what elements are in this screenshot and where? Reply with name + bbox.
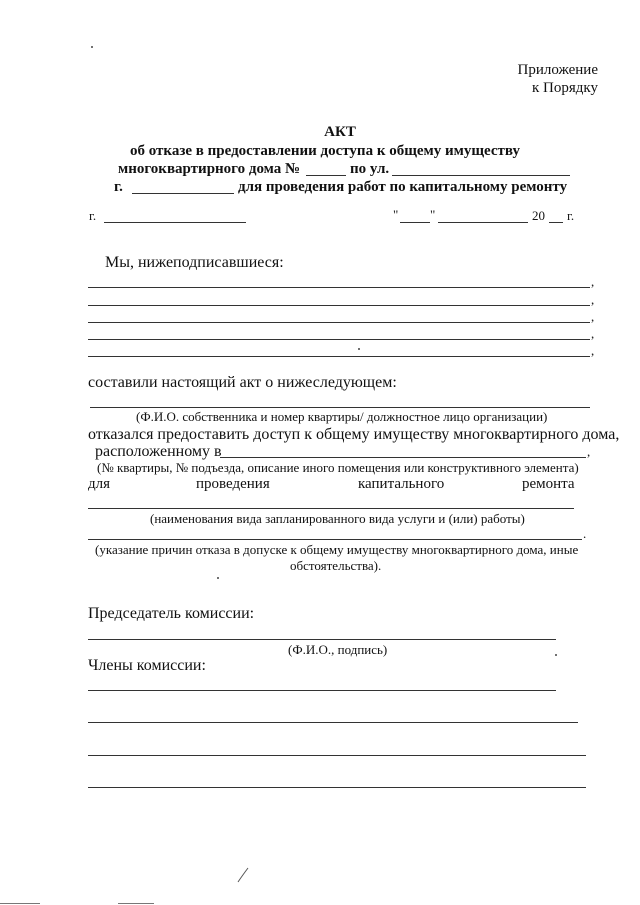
reason-hint-line-2: обстоятельства). [290,558,382,573]
refusal-text: отказался предоставить доступ к общему имуществу многоквартирного дома, [88,426,620,443]
chairman-label: Председатель комиссии: [88,605,255,622]
signatory-line-1[interactable] [88,287,590,288]
street-field[interactable] [392,175,570,176]
city-label: г. [89,208,97,223]
scan-edge [0,903,40,904]
members-label: Члены комиссии: [88,657,206,674]
signatory-comma-5: , [591,343,595,358]
signatories-heading: Мы, нижеподписавшиеся: [105,254,284,271]
chairman-signature-field[interactable] [88,639,556,640]
scan-speck [555,654,557,656]
signatory-line-2[interactable] [88,305,590,306]
signatory-comma-3: , [591,309,595,324]
fio-signature-hint: (Ф.И.О., подпись) [288,642,388,657]
city-field[interactable] [104,222,246,223]
date-year-field[interactable] [549,222,563,223]
appendix-reference: к Порядку [532,80,598,96]
owner-field[interactable] [90,407,590,408]
signatory-comma-2: , [591,292,595,307]
scan-edge [118,903,154,904]
reason-field[interactable] [88,539,582,540]
member-signature-field-1[interactable] [88,690,556,691]
date-year-prefix: 20 [532,208,545,223]
location-label: расположенному в [95,443,222,460]
scan-mark [236,866,250,884]
member-signature-field-2[interactable] [88,722,578,723]
act-intro: составили настоящий акт о нижеследующем: [88,374,397,391]
signatory-comma-4: , [591,326,595,341]
title-city-label: г. [114,179,123,195]
signatory-line-4[interactable] [88,339,590,340]
signatory-comma-1: , [591,274,595,289]
location-hint: (№ квартиры, № подъезда, описание иного помещения или конструктивного элемента) [97,460,579,475]
title-line-1: об отказе в предоставлении доступа к общему имуществу [130,143,520,159]
purpose-word-1: для [88,476,111,492]
date-quote-close: " [430,207,436,222]
reason-hint-line-1: (указание причин отказа в допуске к общему имуществу многоквартирного дома, иные [95,542,579,557]
document-title: АКТ [324,124,356,140]
title-city-field[interactable] [132,193,234,194]
title-house-number-label: многоквартирного дома № [118,161,301,177]
location-field[interactable] [220,457,586,458]
title-street-label: по ул. [350,161,390,177]
date-day-field[interactable] [400,222,430,223]
location-comma: , [587,444,591,459]
scan-speck [358,348,360,350]
purpose-word-2: проведения [196,476,270,492]
signatory-line-5[interactable] [88,356,590,357]
member-signature-field-3[interactable] [88,755,586,756]
date-quote-open: " [393,207,399,222]
purpose-word-3: капитального [358,476,445,492]
service-field[interactable] [88,508,574,509]
house-number-field[interactable] [306,175,346,176]
title-line-3: для проведения работ по капитальному ремонту [238,179,568,195]
scan-speck [217,577,219,579]
owner-hint: (Ф.И.О. собственника и номер квартиры/ должностное лицо организации) [136,409,548,424]
service-hint: (наименования вида запланированного вида услуги и (или) работы) [150,511,525,526]
date-year-suffix: г. [567,208,575,223]
purpose-word-4: ремонта [522,476,575,492]
date-month-field[interactable] [438,222,528,223]
appendix-label: Приложение [517,62,598,78]
member-signature-field-4[interactable] [88,787,586,788]
reason-period: . [583,526,587,541]
signatory-line-3[interactable] [88,322,590,323]
scan-speck [91,46,93,48]
